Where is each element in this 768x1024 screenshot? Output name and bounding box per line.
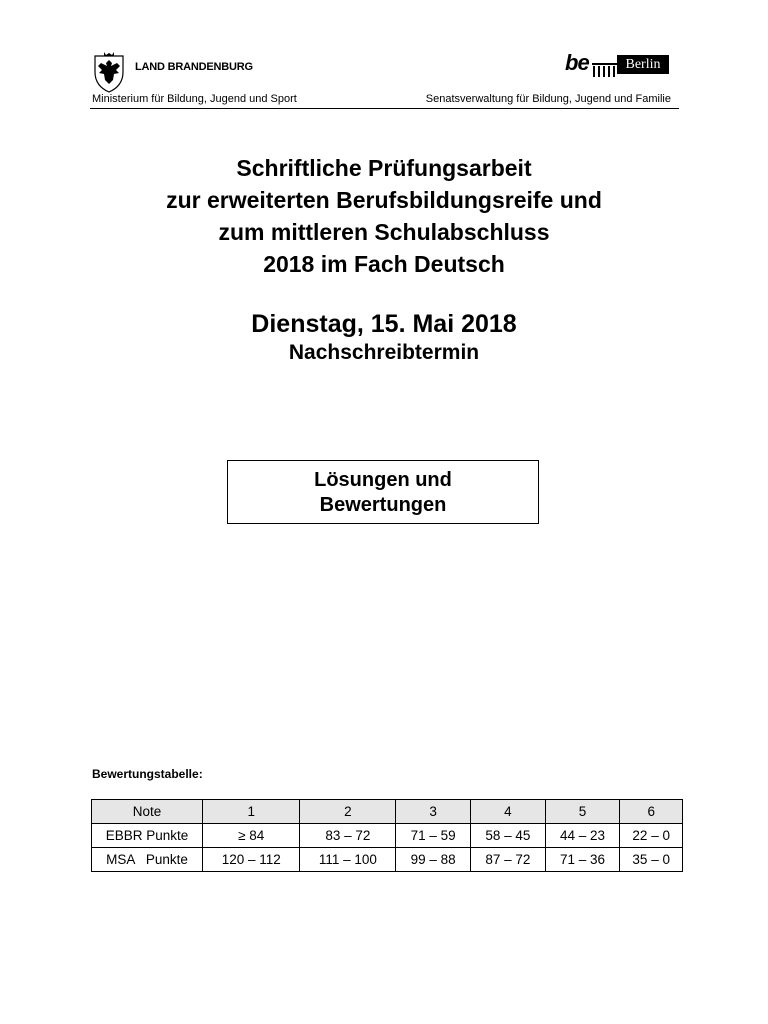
table-cell: MSA Punkte bbox=[92, 848, 203, 872]
table-header-cell: Note bbox=[92, 800, 203, 824]
solutions-box-line-1: Lösungen und bbox=[314, 469, 452, 491]
letterhead bbox=[90, 48, 679, 110]
grading-table bbox=[91, 799, 683, 872]
table-cell: 44 – 23 bbox=[545, 824, 620, 848]
table-cell: 35 – 0 bbox=[620, 848, 683, 872]
table-cell: 111 – 100 bbox=[300, 848, 396, 872]
exam-session: Nachschreibtermin bbox=[288, 341, 480, 364]
table-header-cell: 6 bbox=[620, 800, 683, 824]
table-header-row bbox=[92, 800, 683, 824]
table-cell: 83 – 72 bbox=[300, 824, 396, 848]
table-cell: 58 – 45 bbox=[470, 824, 545, 848]
table-cell: 71 – 59 bbox=[396, 824, 471, 848]
ministry-brandenburg: Ministerium für Bildung, Jugend und Sport bbox=[92, 93, 297, 105]
document-title bbox=[0, 152, 768, 280]
title-line-2: zur erweiterten Berufsbildungsreife und bbox=[166, 187, 602, 213]
table-cell: 120 – 112 bbox=[203, 848, 300, 872]
table-cell: EBBR Punkte bbox=[92, 824, 203, 848]
title-line-1: Schriftliche Prüfungsarbeit bbox=[236, 155, 532, 181]
brandenburg-gate-icon bbox=[592, 61, 618, 77]
table-header-cell: 5 bbox=[545, 800, 620, 824]
table-header-cell: 4 bbox=[470, 800, 545, 824]
solutions-box-line-2: Bewertungen bbox=[319, 494, 447, 516]
grading-table-caption: Bewertungstabelle: bbox=[92, 767, 203, 781]
ministry-berlin: Senatsverwaltung für Bildung, Jugend und Familie bbox=[425, 93, 671, 105]
be-logo-text: be bbox=[565, 50, 589, 75]
table-cell: 87 – 72 bbox=[470, 848, 545, 872]
eagle-crest-icon bbox=[91, 50, 127, 94]
table-header-cell: 2 bbox=[300, 800, 396, 824]
table-row bbox=[92, 824, 683, 848]
table-cell: 71 – 36 bbox=[545, 848, 620, 872]
berlin-label: Berlin bbox=[617, 55, 669, 74]
table-header-cell: 1 bbox=[203, 800, 300, 824]
table-cell: 22 – 0 bbox=[620, 824, 683, 848]
table-row bbox=[92, 848, 683, 872]
exam-date: Dienstag, 15. Mai 2018 bbox=[251, 310, 517, 338]
berlin-logo bbox=[565, 52, 675, 78]
title-line-4: 2018 im Fach Deutsch bbox=[263, 251, 505, 277]
brandenburg-name: LAND BRANDENBURG bbox=[135, 61, 253, 73]
header-divider bbox=[90, 108, 679, 109]
title-line-3: zum mittleren Schulabschluss bbox=[218, 219, 550, 245]
table-cell: ≥ 84 bbox=[203, 824, 300, 848]
table-cell: 99 – 88 bbox=[396, 848, 471, 872]
table-header-cell: 3 bbox=[396, 800, 471, 824]
solutions-box bbox=[227, 460, 539, 524]
